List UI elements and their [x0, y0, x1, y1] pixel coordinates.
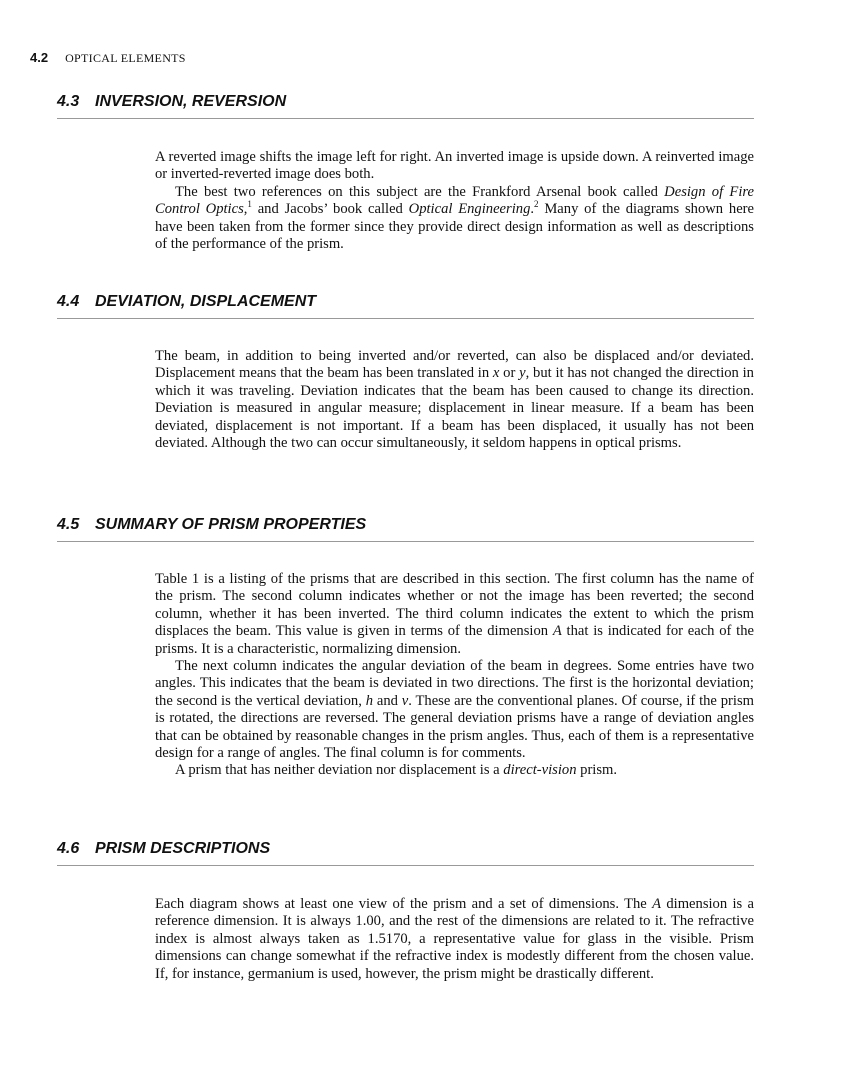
section-4-5 [57, 516, 754, 780]
text: , [243, 201, 248, 218]
text: and Jacobs’ book called [251, 201, 409, 218]
page-number: 4.2 [30, 50, 49, 65]
text: The best two references on this subject are the Frankford Arsenal book called [175, 183, 665, 200]
text: The beam, in addition to being inverted and/or reverted, can also be displaced and/or deviated. Displacement means that the beam has been translated in [155, 348, 754, 382]
section-4-3 [57, 93, 754, 253]
section-title: INVERSION, REVERSION [95, 93, 287, 110]
paragraph [155, 896, 754, 983]
text: dimension is a reference dimension. It is always 1.00, and the rest of the dimensions are related to it. The refractive index is almost always taken as 1.5170, a representative value for glass in the visible. Prism dimensions can change somewhat if the refractive index is modestly different from the chosen value. If, for instance, germanium is used, however, the prism might be drastically different. [155, 896, 755, 982]
section-heading [57, 840, 754, 866]
book-title: Optical Engineering [408, 201, 531, 218]
paragraph [155, 348, 754, 452]
section-number: 4.3 [57, 93, 80, 110]
text: Table 1 is a listing of the prisms that are described in this section. The first column has the name of the prism. The second column indicates whether or not the image has been reverted; the second column, whether it has been inverted. The third column indicates the extent to which the prism displaces the beam. This value is given in terms of the dimension [155, 571, 754, 640]
variable: y [519, 365, 526, 382]
text: and [373, 692, 402, 709]
section-4-6 [57, 840, 754, 983]
text: Each diagram shows at least one view of the prism and a set of dimensions. The [155, 896, 653, 912]
section-heading [57, 516, 754, 542]
section-title: DEVIATION, DISPLACEMENT [95, 293, 317, 310]
section-title: SUMMARY OF PRISM PROPERTIES [95, 516, 367, 533]
footnote-ref: 2 [534, 199, 539, 210]
paragraph [155, 658, 754, 762]
variable: A [652, 896, 662, 912]
section-heading [57, 293, 754, 319]
text: that is indicated for each of the prisms. It is a characteristic, normalizing dimension. [155, 623, 754, 657]
variable: h [365, 692, 373, 709]
text: Many of the diagrams shown here have been taken from the former since they provide direct design information as well as descriptions of the performance of the prism. [155, 201, 755, 253]
emphasis: direct-vision [503, 762, 577, 779]
variable: v [401, 692, 409, 709]
variable: x [492, 365, 500, 382]
text: or [499, 365, 520, 382]
section-title: PRISM DESCRIPTIONS [95, 840, 271, 857]
running-header [30, 50, 186, 66]
book-title: Design of Fire Control Optics [155, 183, 754, 218]
text: The next column indicates the angular deviation of the beam in degrees. Some entries have two angles. This indicates that the beam is deviated in two directions. The first is the horizontal deviation; the second is the vertical deviation, [155, 658, 754, 709]
paragraph [155, 571, 754, 658]
text: A prism that has neither deviation nor displacement is a [175, 762, 504, 779]
footnote-ref: 1 [247, 199, 252, 210]
text: prism. [576, 762, 618, 779]
paragraph [155, 184, 754, 254]
text: . [530, 201, 535, 218]
section-heading [57, 93, 754, 119]
text: . These are the conventional planes. Of course, if the prism is rotated, the directions are reversed. The general deviation prisms have a range of deviation angles that can be obtained by reasonable changes in the prism angles. Thus, each of them is a representative design for a range of angles. The final column is for comments. [155, 692, 754, 762]
section-body [155, 348, 754, 452]
paragraph: A reverted image shifts the image left for right. An inverted image is upside down. A reinverted image or inverted-reverted image does both. [155, 149, 754, 183]
section-body [155, 896, 754, 983]
section-body [155, 149, 754, 253]
section-body [155, 571, 754, 780]
variable: A [552, 623, 562, 640]
section-4-4 [57, 293, 754, 452]
section-number: 4.5 [57, 516, 80, 533]
text: , but it has not changed the direction in which it was traveling. Deviation indicates that the beam has been caused to change its direction. Deviation is measured in angular measure; displacement in linear measure. If a beam has been deviated, displacement is not important. If a beam has been displaced, it usually has not been deviated. Although the two can occur simultaneously, it seldom happens in optical prisms. [155, 365, 754, 452]
section-number: 4.4 [57, 293, 80, 310]
section-number: 4.6 [57, 840, 80, 857]
running-title: OPTICAL ELEMENTS [65, 51, 186, 65]
paragraph [155, 762, 754, 779]
